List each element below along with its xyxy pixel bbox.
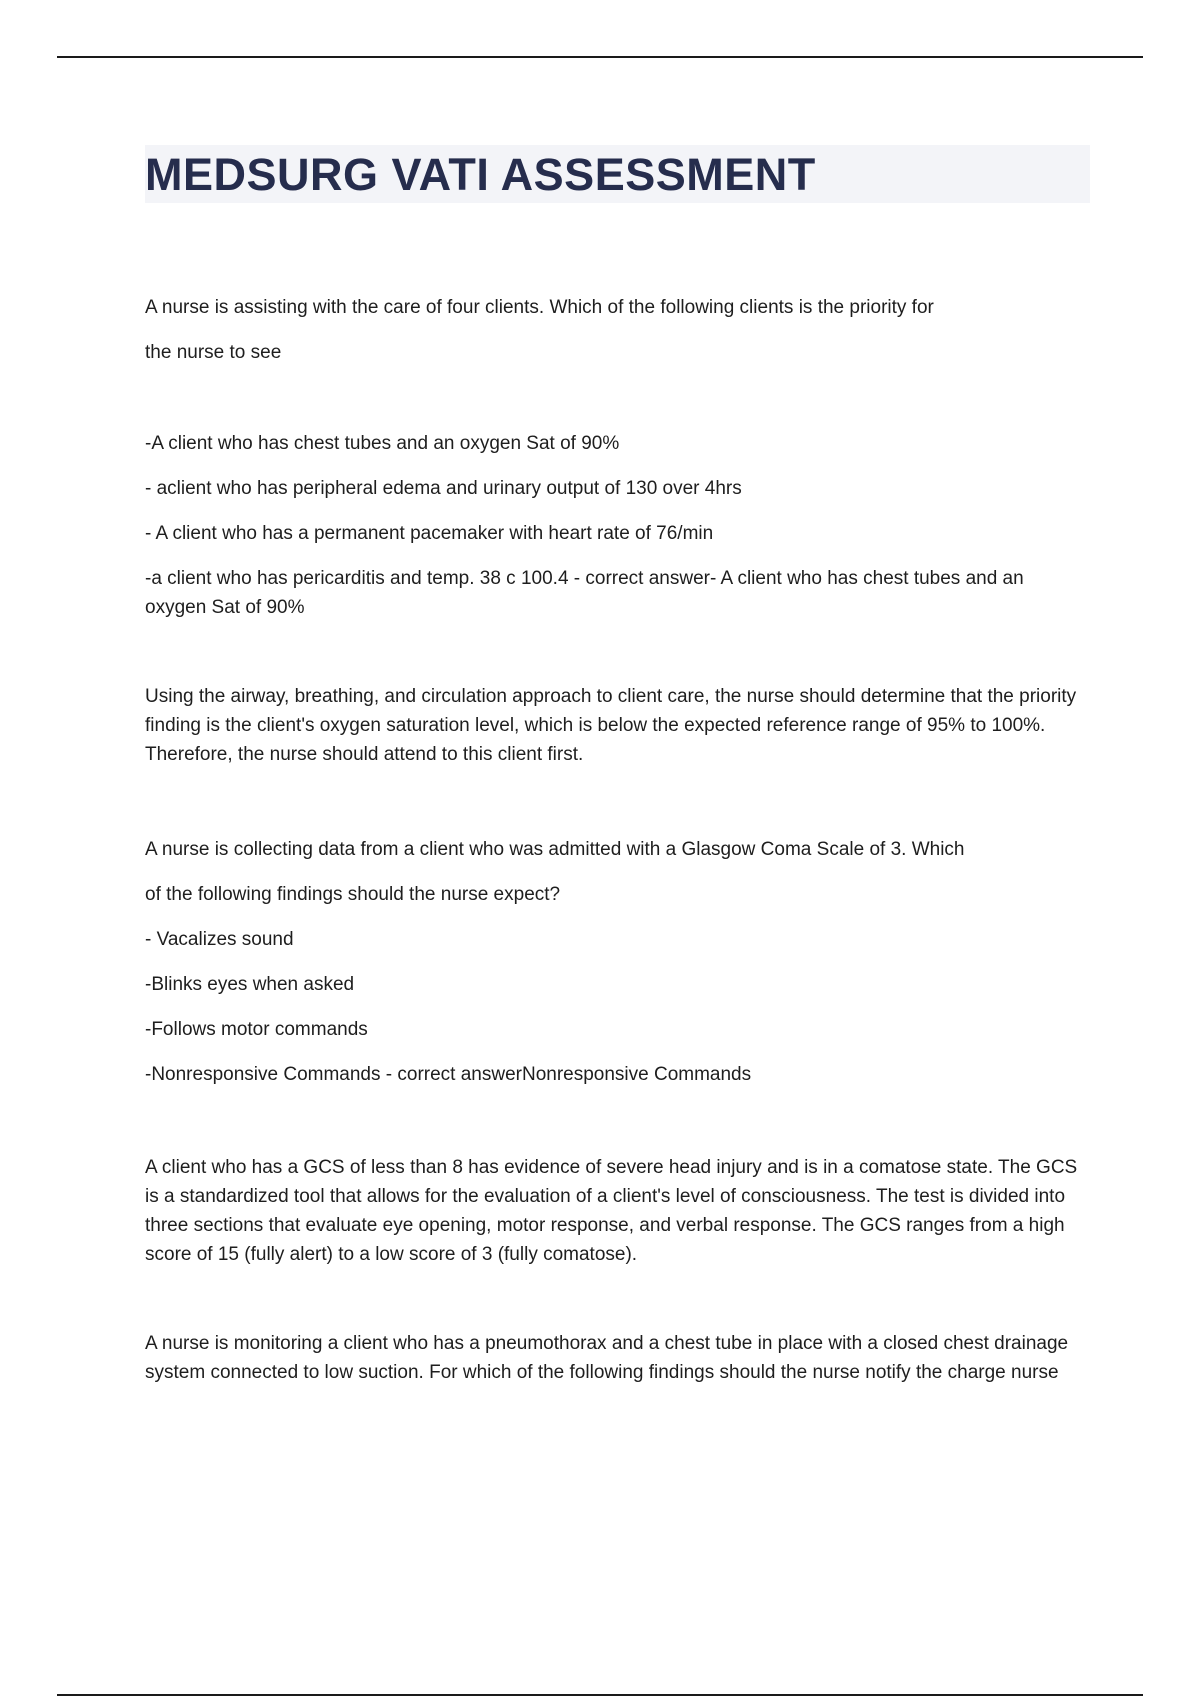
question-2-stem-line-2: of the following findings should the nurse expect? [145,884,561,905]
question-2-option-2: -Blinks eyes when asked [145,974,355,995]
question-1-options [145,421,1090,622]
question-2-stem-line-1: A nurse is collecting data from a client who was admitted with a Glasgow Coma Scale of 3. Which [145,839,965,860]
question-1 [145,285,1090,375]
question-3-stem: A nurse is monitoring a client who has a pneumothorax and a chest tube in place with a closed chest drainage system connected to low suction. For which of the following findings should the nurse notify the charge nurse [145,1333,1069,1383]
question-1-option-2: - aclient who has peripheral edema and urinary output of 130 over 4hrs [145,478,742,499]
question-2 [145,827,1090,1097]
question-2-rationale-text: A client who has a GCS of less than 8 has evidence of severe head injury and is in a comatose state. The GCS is a standardized tool that allows for the evaluation of a client's level of consciousness. The test is divided into three sections that evaluate eye opening, motor response, and verbal response. The GCS ranges from a high score of 15 (fully alert) to a low score of 3 (fully comatose). [145,1157,1078,1265]
title-banner [145,145,1090,203]
question-1-stem-line-1: A nurse is assisting with the care of four clients. Which of the following clients is the priority for [145,297,934,318]
top-divider [57,56,1143,58]
question-1-option-1: -A client who has chest tubes and an oxygen Sat of 90% [145,433,620,454]
question-1-rationale [145,682,1090,769]
question-2-option-3: -Follows motor commands [145,1019,368,1040]
question-1-option-3: - A client who has a permanent pacemaker with heart rate of 76/min [145,523,714,544]
bottom-divider [57,1694,1143,1696]
question-2-option-1: - Vacalizes sound [145,929,294,950]
question-1-option-4-answer: -a client who has pericarditis and temp. 38 c 100.4 - correct answer- A client who has chest tubes and an oxygen Sat of 90% [145,568,1024,618]
document-title: MEDSURG VATI ASSESSMENT [145,148,816,200]
question-1-rationale-text: Using the airway, breathing, and circulation approach to client care, the nurse should determine that the priority finding is the client's oxygen saturation level, which is below the expected reference range of 95% to 100%. Therefore, the nurse should attend to this client first. [145,686,1077,765]
question-3 [145,1329,1090,1387]
question-2-rationale [145,1153,1090,1269]
question-2-option-4-answer: -Nonresponsive Commands - correct answerNonresponsive Commands [145,1064,752,1085]
question-1-stem-line-2: the nurse to see [145,342,282,363]
document-body [145,145,1090,1387]
